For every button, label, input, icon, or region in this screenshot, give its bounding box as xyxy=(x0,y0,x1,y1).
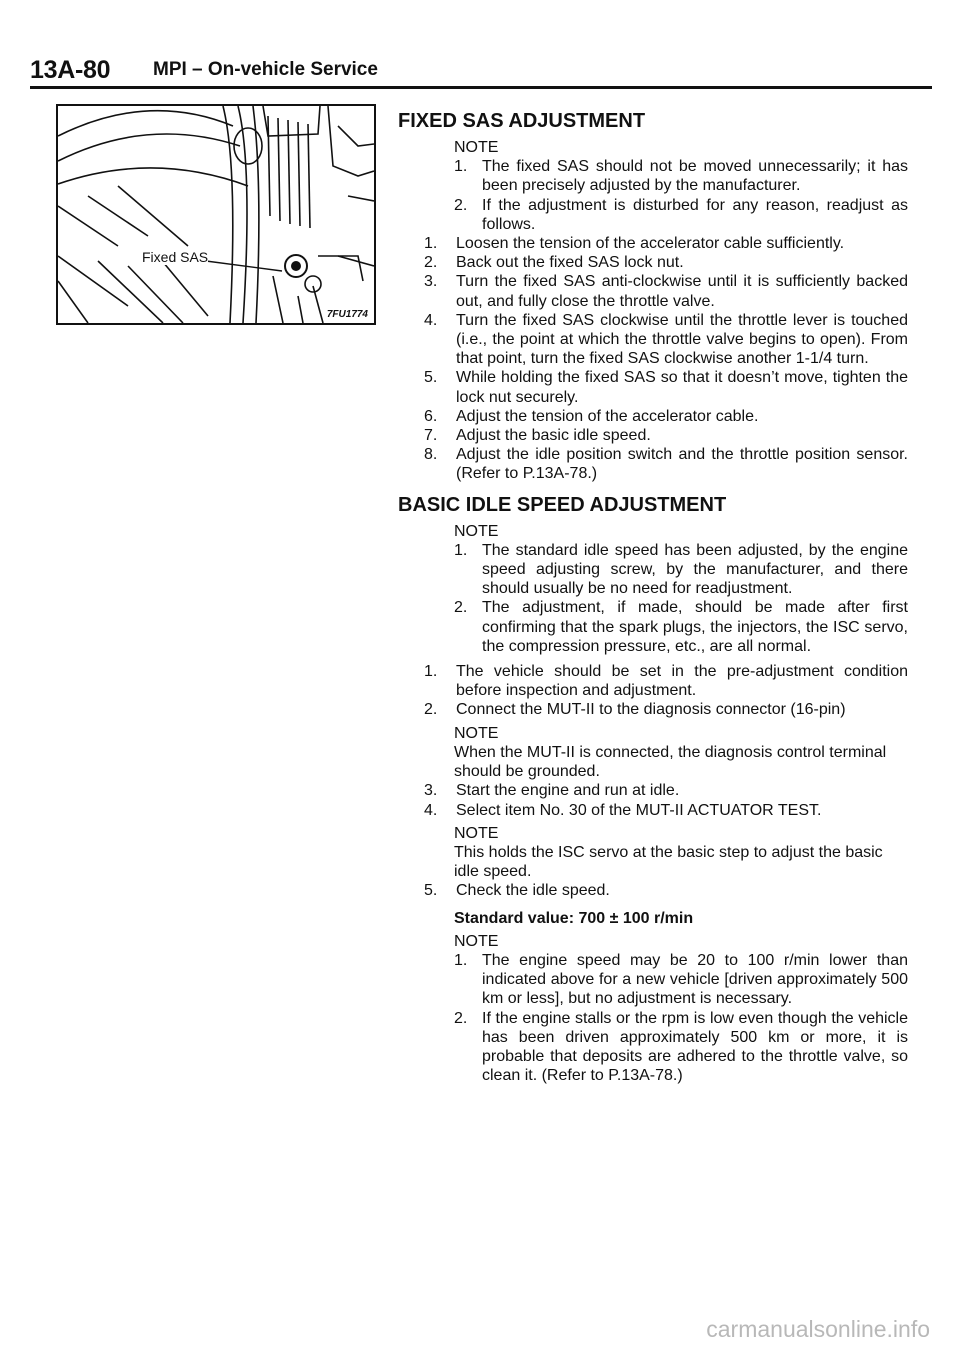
basic-idle-heading: BASIC IDLE SPEED ADJUSTMENT xyxy=(398,493,727,516)
step-item xyxy=(398,801,908,820)
note-text: The engine speed may be 20 to 100 r/min lower than indicated above for a new vehicle [driven approximately 500 km or less], but no adjustment is necessary. xyxy=(482,951,908,1008)
step-text: Turn the fixed SAS anti-clockwise until it is sufficiently backed out, and fully close the throttle valve. xyxy=(456,273,908,310)
step-number: 5. xyxy=(424,369,438,387)
fixed-sas-illustration xyxy=(56,104,376,325)
step-item xyxy=(398,781,908,800)
note-number: 2. xyxy=(454,1009,468,1027)
step-text: Loosen the tension of the accelerator cable sufficiently. xyxy=(456,235,845,253)
step-number: 2. xyxy=(424,254,438,272)
step-item xyxy=(398,407,908,426)
note-number: 2. xyxy=(454,599,468,617)
note-number: 1. xyxy=(454,951,468,969)
step-number: 6. xyxy=(424,407,438,425)
step-item xyxy=(398,368,908,406)
step-number: 3. xyxy=(424,782,438,800)
step-number: 2. xyxy=(424,701,438,719)
standard-value: Standard value: 700 ± 100 r/min xyxy=(454,909,694,927)
page-content xyxy=(398,104,908,1085)
note-text: The adjustment, if made, should be made after first confirming that the spark plugs, the injectors, the ISC servo, the compression pressure, etc., are all normal. xyxy=(482,599,908,655)
note-text: If the engine stalls or the rpm is low even though the vehicle has been driven approximately 500 km or more, it is probable that deposits are adhered to the throttle valve, so clean it. (Refer to P.13A-78.) xyxy=(482,1009,908,1085)
note-text: When the MUT-II is connected, the diagnosis control terminal should be grounded. xyxy=(454,743,887,781)
step-item xyxy=(398,253,908,272)
page-header xyxy=(30,56,930,84)
step-text: While holding the fixed SAS so that it doesn’t move, tighten the lock nut securely. xyxy=(456,369,908,406)
step-number: 3. xyxy=(424,273,438,291)
note-item xyxy=(398,157,908,195)
step-text: The vehicle should be set in the pre-adjustment condition before inspection and adjustment. xyxy=(456,663,908,700)
step-number: 1. xyxy=(424,235,438,253)
step-number: 8. xyxy=(424,446,438,464)
step-text: Turn the fixed SAS clockwise until the throttle lever is touched (i.e., the point at which the throttle valve begins to open). From that point, turn the fixed SAS clockwise another 1-1/4 turn. xyxy=(456,311,908,368)
step-text: Adjust the idle position switch and the throttle position sensor. (Refer to P.13A-78.) xyxy=(456,446,908,483)
note-number: 1. xyxy=(454,541,468,559)
note-label: NOTE xyxy=(454,932,499,950)
note-label: NOTE xyxy=(454,724,499,742)
note-text: If the adjustment is disturbed for any reason, readjust as follows. xyxy=(482,196,908,233)
step-text: Connect the MUT-II to the diagnosis connector (16-pin) xyxy=(456,701,846,719)
step-number: 5. xyxy=(424,882,438,900)
step-number: 7. xyxy=(424,427,438,445)
step-text: Adjust the tension of the accelerator cable. xyxy=(456,407,759,425)
step-item xyxy=(398,881,908,900)
step-item xyxy=(398,426,908,445)
step-item xyxy=(398,234,908,253)
step-item xyxy=(398,700,908,719)
fixed-sas-heading: FIXED SAS ADJUSTMENT xyxy=(398,110,646,132)
note-item xyxy=(398,541,908,599)
engine-drawing xyxy=(58,106,374,323)
figure-code: 7FU1774 xyxy=(326,309,368,320)
step-item xyxy=(398,445,908,483)
note-item xyxy=(398,1009,908,1086)
note-item xyxy=(398,951,908,1009)
fixed-sas-callout: Fixed SAS xyxy=(142,249,209,265)
step-number: 4. xyxy=(424,801,438,819)
header-rule xyxy=(30,86,932,89)
note-label: NOTE xyxy=(454,522,499,540)
note-number: 2. xyxy=(454,196,468,214)
note-label: NOTE xyxy=(454,824,499,842)
section-title: MPI – On-vehicle Service xyxy=(153,59,378,80)
step-text: Adjust the basic idle speed. xyxy=(456,427,651,445)
step-item xyxy=(398,311,908,369)
step-text: Check the idle speed. xyxy=(456,882,610,900)
step-item xyxy=(398,662,908,700)
note-number: 1. xyxy=(454,158,468,176)
step-number: 4. xyxy=(424,311,438,329)
step-number: 1. xyxy=(424,663,438,681)
note-item xyxy=(398,598,908,656)
step-item xyxy=(398,272,908,310)
page-number: 13A-80 xyxy=(30,56,111,84)
step-text: Back out the fixed SAS lock nut. xyxy=(456,254,684,272)
note-text: This holds the ISC servo at the basic step to adjust the basic idle speed. xyxy=(454,843,883,881)
note-item xyxy=(398,196,908,234)
note-text: The standard idle speed has been adjusted, by the engine speed adjusting screw, by the manufacturer, and there should usually be no need for readjustment. xyxy=(482,541,908,598)
note-label: NOTE xyxy=(454,139,499,156)
note-text: The fixed SAS should not be moved unnecessarily; it has been precisely adjusted by the manufacturer. xyxy=(482,158,908,195)
watermark: carmanualsonline.info xyxy=(706,1316,930,1342)
step-text: Start the engine and run at idle. xyxy=(456,782,680,800)
step-text: Select item No. 30 of the MUT-II ACTUATOR TEST. xyxy=(456,801,822,819)
